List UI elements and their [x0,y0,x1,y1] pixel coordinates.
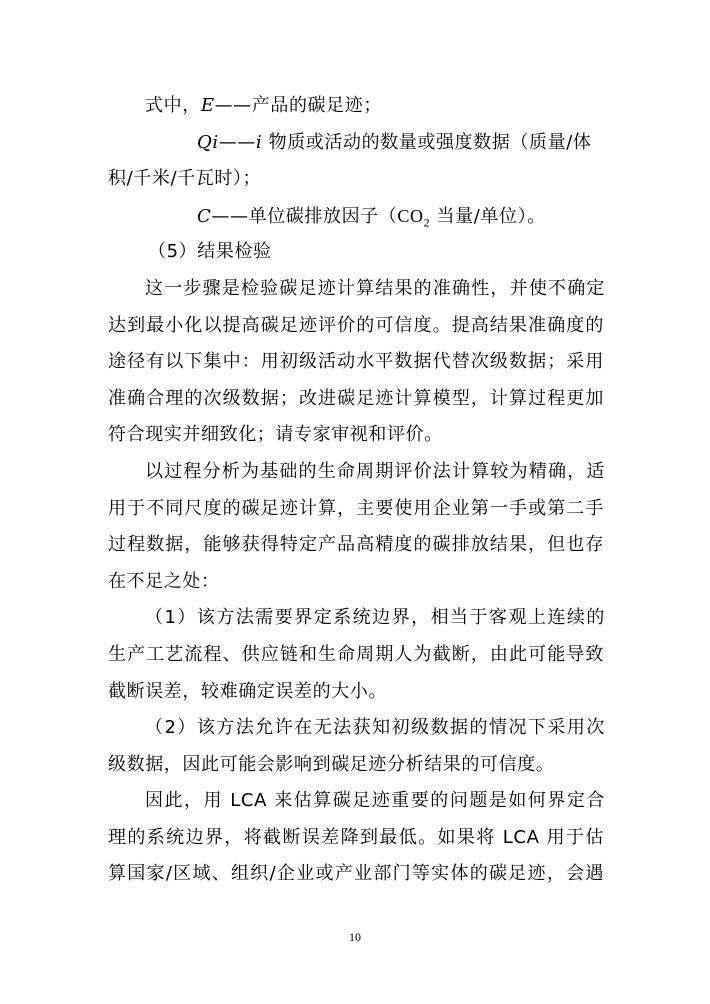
symbol-c: C [197,206,212,227]
page-number: 10 [349,930,361,944]
definition-q-line1 [197,131,605,155]
symbol-i: i [255,132,263,153]
co2-formula: CO [397,206,424,226]
definition-c-text-b: 当量/单位）。 [430,206,546,227]
definition-q-line2: 积/千米/千瓦时）； [108,168,262,189]
co2-subscript: 2 [423,215,431,230]
item2-line1: （2）该方法允许在无法获知初级数据的情况下采用次 [145,717,605,738]
para2-line1: 以过程分析为基础的生命周期评价法计算较为精确，适 [145,461,605,482]
symbol-e: E [200,95,215,116]
definition-q-dash: —— [218,132,256,153]
item1-line2: 生产工艺流程、供应链和生命周期人为截断，由此可能导致 [108,644,604,665]
item1-line1: （1）该方法需要界定系统边界，相当于客观上连续的 [145,607,605,628]
para3-line1: 因此，用 LCA 来估算碳足迹重要的问题是如何界定合 [145,790,605,811]
definition-e-text: ——产品的碳足迹； [214,95,382,116]
definition-q-text: 物质或活动的数量或强度数据（质量/体 [262,132,592,153]
para1-line4: 准确合理的次级数据；改进碳足迹计算模型，计算过程更加 [108,388,604,409]
para1-line1: 这一步骤是检验碳足迹计算结果的准确性，并使不确定 [145,278,605,299]
para3-line2: 理的系统边界，将截断误差降到最低。如果将 LCA 用于估 [108,827,604,848]
para2-line2: 用于不同尺度的碳足迹计算，主要使用企业第一手或第二手 [108,498,604,519]
para1-line2: 达到最小化以提高碳足迹评价的可信度。提高结果准确度的 [108,315,604,336]
para2-line3: 过程数据，能够获得特定产品高精度的碳排放结果，但也存 [108,534,604,555]
definition-e-prefix: 式中， [145,95,201,116]
para2-line4: 在不足之处： [108,571,220,592]
item1-line3: 截断误差，较难确定误差的大小。 [108,681,387,702]
para1-line5: 符合现实并细致化；请专家审视和评价。 [108,424,443,445]
definition-c-text-a: ——单位碳排放因子（ [211,206,398,227]
definition-c [197,204,605,228]
para1-line3: 途径有以下集中：用初级活动水平数据代替次级数据；采用 [108,351,604,372]
item2-line2: 级数据，因此可能会影响到碳足迹分析结果的可信度。 [108,754,555,775]
definition-e [145,94,605,118]
section-heading-step5: （5）结果检验 [148,241,272,262]
symbol-qi: Qi [197,132,219,153]
para3-line3: 算国家/区域、组织/企业或产业部门等实体的碳足迹，会遇 [108,863,604,884]
